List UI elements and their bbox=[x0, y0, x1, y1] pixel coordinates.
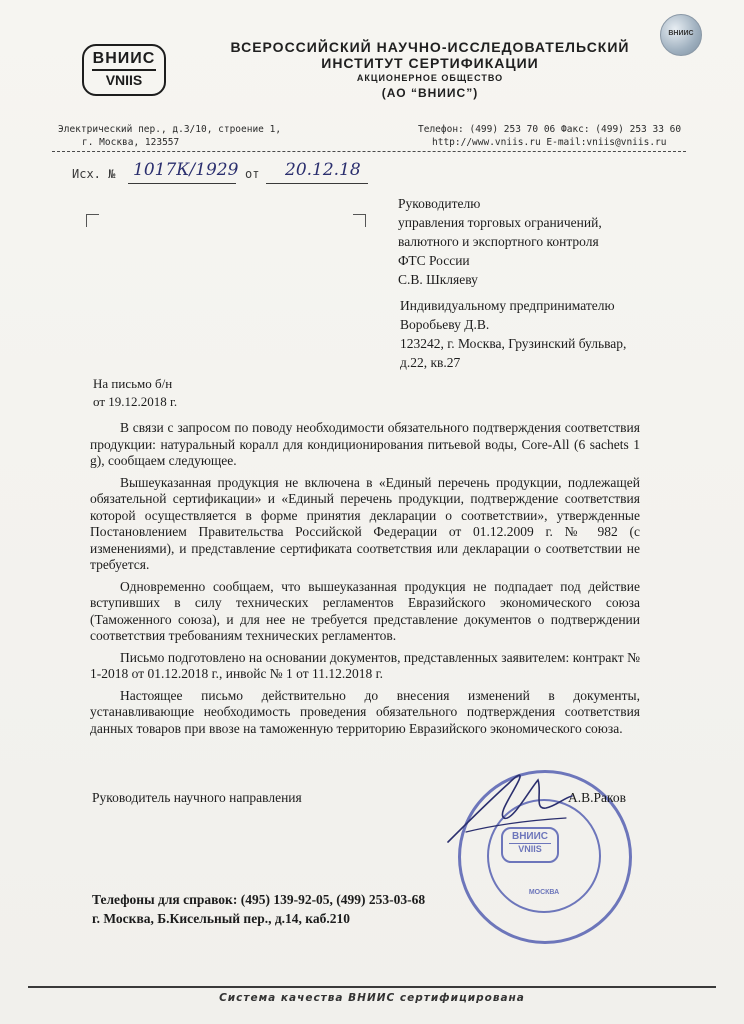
corner-mark-left bbox=[86, 214, 99, 227]
body-paragraph: Вышеуказанная продукция не включена в «Единый перечень продукции, подлежащей обязательной сертификации» и «Единый перечень продукции, подтверждение соответствия которой осуществляется в форме принятия декларации о соответствии», утвержденные Постановлением Правительства Российской Федерации от 01.12.2009 г. № 982 (с изменениями), и представление сертификата соответствия или декларации о соответствии не требуется. bbox=[90, 474, 640, 572]
addressee-line: Руководителю bbox=[398, 196, 481, 211]
letterhead-divider bbox=[52, 151, 686, 152]
contacts-block bbox=[92, 890, 425, 928]
addressee-fts bbox=[398, 194, 602, 289]
outgoing-number-label: Исх. № bbox=[72, 167, 116, 181]
addressee-entrepreneur bbox=[400, 296, 626, 372]
corner-mark-right bbox=[353, 214, 366, 227]
body-paragraph: В связи с запросом по поводу необходимости обязательного подтверждения соответствия продукции: натуральный коралл для кондиционирования питьевой воды, Core-All (6 sachets 1 g), сообщаем следующее. bbox=[90, 420, 640, 468]
addressee-line: 123242, г. Москва, Грузинский бульвар, bbox=[400, 336, 627, 351]
addressee-line: Индивидуальному предпринимателю bbox=[400, 298, 615, 313]
addressee-line: Воробьеву Д.В. bbox=[400, 317, 490, 332]
letterhead-line-2: ИНСТИТУТ СЕРТИФИКАЦИИ bbox=[321, 55, 539, 71]
phone-line: Телефон: (499) 253 70 06 Факс: (499) 253 33 60 bbox=[418, 124, 682, 135]
body-paragraph: Одновременно сообщаем, что вышеуказанная продукция не подпадает под действие вступивших в силу технических регламентов Евразийского экономического союза (Таможенного союза), и для нее не требуется представление документов о подтверждении соответствия требованиям технических регламентов. bbox=[90, 578, 640, 643]
reply-reference bbox=[93, 375, 177, 411]
number-underline bbox=[128, 183, 236, 184]
address-line-2: г. Москва, 123557 bbox=[82, 137, 180, 148]
signatory-name: А.В.Раков bbox=[568, 790, 627, 805]
signatory-position: Руководитель научного направления bbox=[92, 790, 302, 805]
handwritten-signature bbox=[438, 762, 578, 852]
addressee-line: д.22, кв.27 bbox=[400, 355, 461, 370]
reply-line-2: от 19.12.2018 г. bbox=[93, 394, 178, 409]
addressee-line: ФТС России bbox=[398, 253, 470, 268]
contacts-address: г. Москва, Б.Кисельный пер., д.14, каб.210 bbox=[92, 911, 350, 926]
body-paragraph: Настоящее письмо действительно до внесения изменений в документы, устанавливающие необходимость проведения обязательного подтверждения соответствия данных товаров при ввозе на таможенную территорию Евразийского экономического союза. bbox=[90, 687, 640, 736]
logo-bottom-text: VNIIS bbox=[92, 69, 156, 89]
logo-top-text: ВНИИС bbox=[92, 50, 156, 67]
contacts-phones: Телефоны для справок: (495) 139-92-05, (499) 253-03-68 bbox=[92, 892, 426, 907]
addressee-line: валютного и экспортного контроля bbox=[398, 234, 599, 249]
hologram-sticker bbox=[660, 14, 702, 56]
stamp-logo-top: ВНИИС bbox=[511, 831, 549, 842]
reply-line-1: На письмо б/н bbox=[93, 376, 173, 391]
outgoing-number: 1017К/1929 bbox=[133, 160, 239, 180]
quality-footer: Система качества ВНИИС сертифицирована bbox=[219, 992, 525, 1004]
letterhead-line-1: ВСЕРОССИЙСКИЙ НАУЧНО-ИССЛЕДОВАТЕЛЬСКИЙ bbox=[230, 39, 630, 55]
hologram-text: ВНИИС bbox=[668, 30, 694, 37]
outgoing-date: 20.12.18 bbox=[285, 160, 361, 180]
date-underline bbox=[266, 183, 368, 184]
letterhead-line-4: (АО “ВНИИС”) bbox=[381, 86, 479, 100]
addressee-line: управления торговых ограничений, bbox=[398, 215, 602, 230]
letter-body bbox=[90, 420, 640, 742]
web-line: http://www.vniis.ru E-mail:vniis@vniis.ru bbox=[432, 137, 667, 148]
addressee-line: С.В. Шкляеву bbox=[398, 272, 478, 287]
body-paragraph: Письмо подготовлено на основании документов, представленных заявителем: контракт № 1-2018 от 01.12.2018 г., инвойс № 1 от 11.12.2018 г. bbox=[90, 649, 640, 681]
stamp-city: МОСКВА bbox=[528, 889, 560, 896]
date-label: от bbox=[245, 167, 260, 181]
stamp-logo-bottom: VNIIS bbox=[509, 843, 551, 854]
letterhead-line-3: АКЦИОНЕРНОЕ ОБЩЕСТВО bbox=[356, 73, 504, 83]
vniis-logo bbox=[82, 44, 166, 96]
footer-divider bbox=[28, 986, 716, 988]
address-line-1: Электрический пер., д.3/10, строение 1, bbox=[58, 124, 282, 135]
